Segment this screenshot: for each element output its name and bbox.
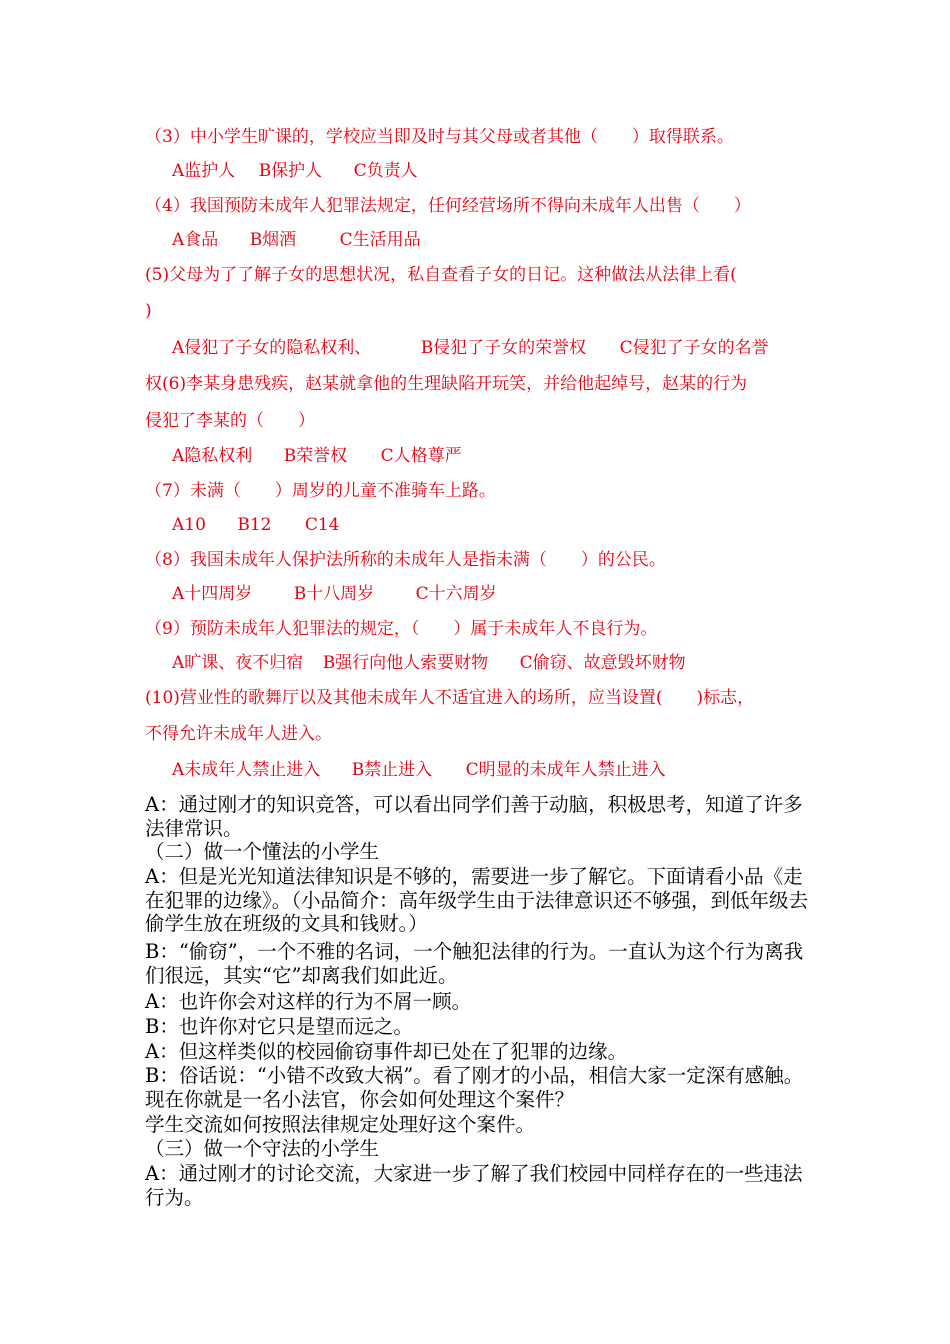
quiz-options-4 (172, 229, 852, 251)
option-a: A隐私权利 (172, 446, 253, 466)
option-a: A食品 (172, 230, 219, 250)
quiz-question-6-line2: 侵犯了李某的（ ） (145, 411, 315, 431)
script-line-2: A：但是光光知道法律知识是不够的，需要进一步了解它。下面请看小品《走在犯罪的边缘》。（小品简介：高年级学生由于法律意识还不够强，到低年级去偷学生放在班级的文具和钱财。） (145, 865, 809, 935)
script-line-7: B：俗话说：“小错不改致大祸”。看了刚才的小品，相信大家一定深有感触。现在你就是一名小法官，你会如何处理这个案件？ (145, 1064, 804, 1111)
quiz-options-10 (172, 759, 852, 781)
option-a: A旷课、夜不归宿 (172, 653, 304, 673)
quiz-question-7: （7）未满（ ）周岁的儿童不准骑车上路。 (145, 481, 496, 501)
option-c: C14 (304, 515, 340, 535)
quiz-question-3: （3）中小学生旷课的，学校应当即及时与其父母或者其他（ ）取得联系。 (145, 127, 734, 147)
option-c: C侵犯了子女的名誉 (619, 338, 769, 358)
option-c: C负责人 (353, 161, 418, 181)
script-line-1: A：通过刚才的知识竞答，可以看出同学们善于动脑，积极思考，知道了许多法律常识。 (145, 793, 803, 840)
quiz-options-8 (172, 583, 852, 605)
option-b: B荣誉权 (283, 446, 348, 466)
quiz-question-6-line1: 权(6)李某身患残疾，赵某就拿他的生理缺陷开玩笑，并给他起绰号，赵某的行为 (145, 374, 748, 394)
option-b: B十八周岁 (293, 584, 375, 604)
script-line-8: 学生交流如何按照法律规定处理好这个案件。 (145, 1113, 536, 1136)
quiz-options-5 (172, 337, 852, 359)
option-b: B强行向他人索要财物 (322, 653, 489, 673)
option-c: C偷窃、故意毁坏财物 (519, 653, 686, 673)
quiz-options-3 (172, 160, 852, 182)
option-c: C十六周岁 (415, 584, 497, 604)
script-line-5: B：也许你对它只是望而远之。 (145, 1015, 413, 1038)
quiz-question-10-line1: (10)营业性的歌舞厅以及其他未成年人不适宜进入的场所，应当设置( )标志， (145, 688, 755, 708)
quiz-options-9 (172, 652, 852, 674)
option-a: A未成年人禁止进入 (172, 760, 321, 780)
section-heading-3: （三）做一个守法的小学生 (145, 1137, 380, 1160)
script-line-3: B：“偷窃”，一个不雅的名词，一个触犯法律的行为。一直认为这个行为离我们很远，其实“它”却离我们如此近。 (145, 940, 804, 987)
option-b: B烟酒 (249, 230, 297, 250)
script-line-6: A：但这样类似的校园偷窃事件却已处在了犯罪的边缘。 (145, 1040, 628, 1063)
quiz-question-5-line1: (5)父母为了了解子女的思想状况，私自查看子女的日记。这种做法从法律上看( (145, 265, 737, 285)
quiz-options-6 (172, 445, 852, 467)
quiz-question-10-line2: 不得允许未成年人进入。 (145, 724, 332, 744)
option-a: A十四周岁 (172, 584, 253, 604)
option-b: B侵犯了子女的荣誉权 (420, 338, 587, 358)
option-a: A10 (172, 515, 206, 535)
section-heading-2: （二）做一个懂法的小学生 (145, 840, 380, 863)
option-a: A监护人 (172, 161, 236, 181)
quiz-options-7 (172, 514, 852, 536)
quiz-question-5-line2: ) (145, 301, 152, 321)
quiz-question-4: （4）我国预防未成年人犯罪法规定，任何经营场所不得向未成年人出售（ ） (145, 196, 751, 216)
option-c: C人格尊严 (380, 446, 462, 466)
script-line-4: A：也许你会对这样的行为不屑一顾。 (145, 990, 472, 1013)
option-c: C生活用品 (339, 230, 421, 250)
quiz-question-8: （8）我国未成年人保护法所称的未成年人是指未满（ ）的公民。 (145, 550, 666, 570)
option-b: B保护人 (258, 161, 323, 181)
option-b: B禁止进入 (351, 760, 433, 780)
quiz-question-9: （9）预防未成年人犯罪法的规定，（ ）属于未成年人不良行为。 (145, 619, 658, 639)
option-a: A侵犯了子女的隐私权利、 (172, 338, 372, 358)
option-c: C明显的未成年人禁止进入 (465, 760, 666, 780)
option-b: B12 (237, 515, 272, 535)
script-line-9: A：通过刚才的讨论交流，大家进一步了解了我们校园中同样存在的一些违法行为。 (145, 1162, 803, 1209)
